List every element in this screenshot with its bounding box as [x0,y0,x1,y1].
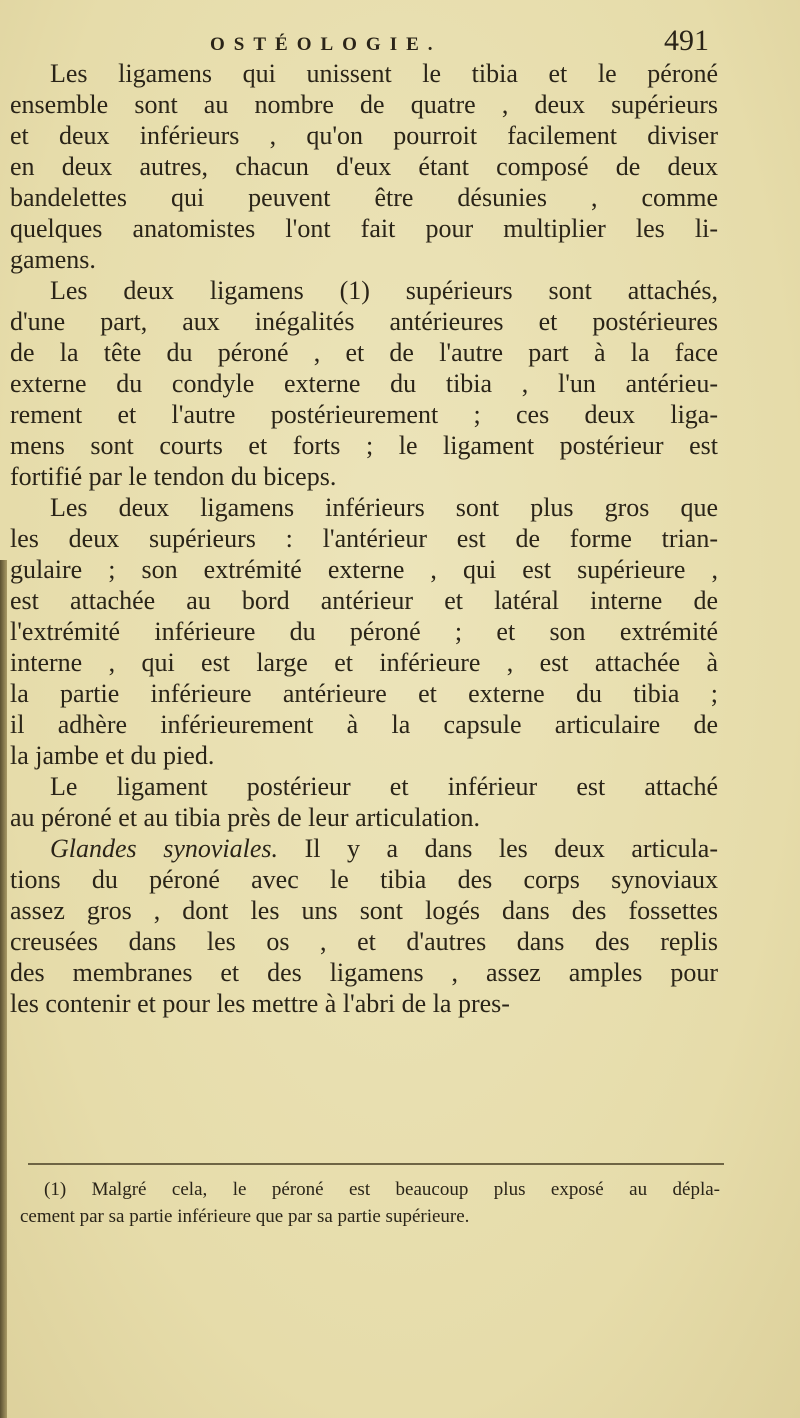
text-line: gulaire ; son extrémité externe , qui est supérieure , [10,555,718,584]
text-line: l'extrémité inférieure du péroné ; et son extrémité [10,617,718,646]
text-line: de la tête du péroné , et de l'autre part à la face [10,338,718,367]
text-line: fortifié par le tendon du biceps. [10,462,337,491]
text-line: d'une part, aux inégalités antérieures et postérieures [10,307,718,336]
text-line: des membranes et des ligamens , assez amples pour [10,958,718,987]
page-number: 491 [664,24,709,57]
text-line: quelques anatomistes l'ont fait pour multiplier les li- [10,214,718,243]
text-line: Les deux ligamens inférieurs sont plus gros que [50,493,718,522]
text-line: est attachée au bord antérieur et latéral interne de [10,586,718,615]
text-line: et deux inférieurs , qu'on pourroit facilement diviser [10,121,718,150]
text-line: Le ligament postérieur et inférieur est attaché [50,772,718,801]
text-line: en deux autres, chacun d'eux étant composé de deux [10,152,718,181]
text-line: Les deux ligamens (1) supérieurs sont attachés, [50,276,718,305]
page-edge-shadow [0,560,7,1418]
text-line: il adhère inférieurement à la capsule articulaire de [10,710,718,739]
text-line: gamens. [10,245,96,274]
text-line [10,833,718,864]
text-line: bandelettes qui peuvent être désunies , comme [10,183,718,212]
text-fragment: Il y a dans les deux articula- [278,834,718,863]
footnote-rule [28,1163,724,1165]
text-line: les contenir et pour les mettre à l'abri de la pres- [10,989,510,1018]
text-line: mens sont courts et forts ; le ligament postérieur est [10,431,718,460]
text-line: assez gros , dont les uns sont logés dans des fossettes [10,896,718,925]
text-line: ensemble sont au nombre de quatre , deux supérieurs [10,90,718,119]
footnote-line: (1) Malgré cela, le péroné est beaucoup plus exposé au dépla- [44,1179,720,1200]
footnote-line: cement par sa partie inférieure que par sa partie supérieure. [20,1206,470,1227]
text-line: la jambe et du pied. [10,741,215,770]
section-heading: Glandes synoviales. [50,834,279,863]
text-line: tions du péroné avec le tibia des corps synoviaux [10,865,718,894]
footnote [20,1176,720,1230]
text-line: externe du condyle externe du tibia , l'un antérieu- [10,369,718,398]
text-line: au péroné et au tibia près de leur articulation. [10,803,480,832]
text-line: creusées dans les os , et d'autres dans des replis [10,927,718,956]
text-line: interne , qui est large et inférieure , est attachée à [10,648,718,677]
running-title: OSTÉOLOGIE. [210,34,442,55]
text-line: rement et l'autre postérieurement ; ces deux liga- [10,400,718,429]
text-line: les deux supérieurs : l'antérieur est de forme trian- [10,524,718,553]
text-line: la partie inférieure antérieure et externe du tibia ; [10,679,718,708]
text-line: Les ligamens qui unissent le tibia et le péroné [50,59,718,88]
page-header [0,22,800,62]
body-text [10,58,718,1019]
